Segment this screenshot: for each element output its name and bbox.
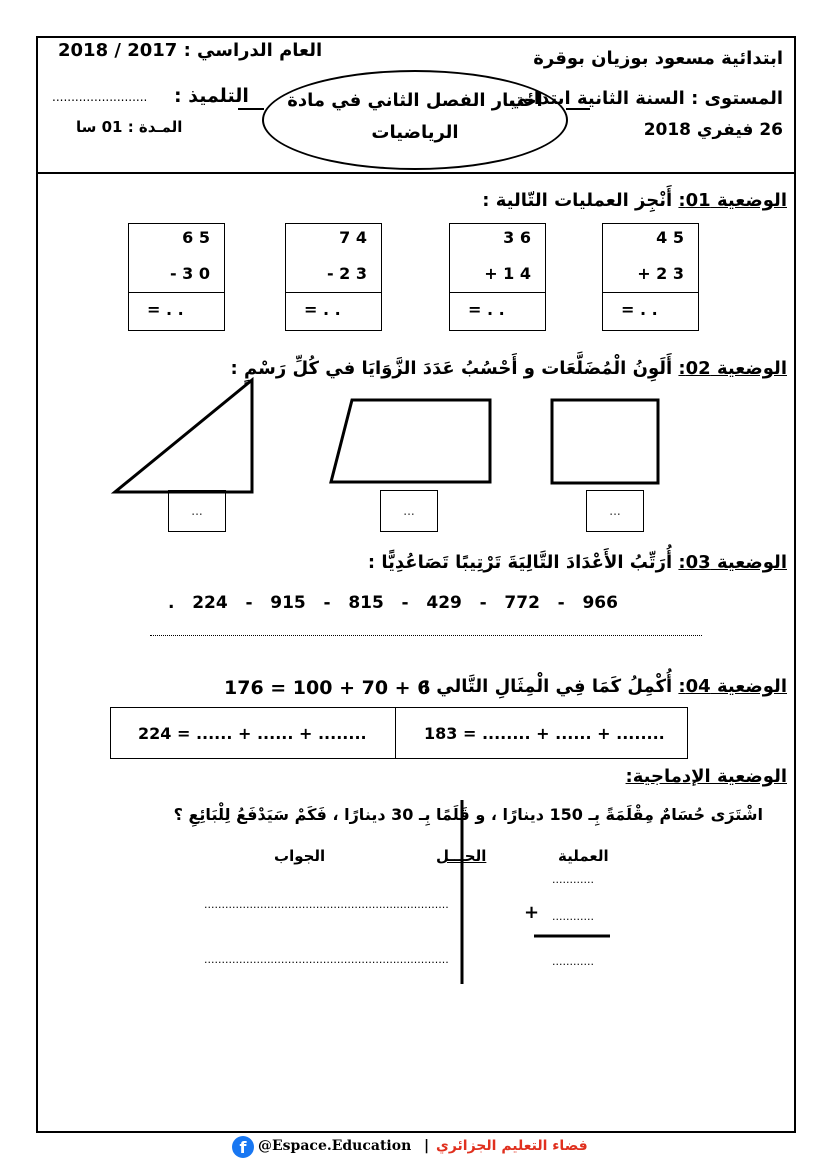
footer-handle: @Espace.Education [258, 1138, 412, 1154]
student-label: التلميذ : [174, 85, 249, 107]
operand-b: - 2 3 [326, 264, 367, 283]
answer-dots[interactable]: ...................................................................... [204, 898, 449, 911]
section4-label: الوضعية 04: [678, 676, 787, 697]
section5-label: الوضعية الإدماجية: [625, 766, 787, 787]
decomposition-right[interactable]: 183 = ........ + ...... + ........ [424, 724, 665, 743]
result-placeholder: = . . [621, 300, 658, 319]
operand-b: + 2 3 [637, 264, 684, 283]
operand-a: 6 5 [182, 228, 210, 247]
footer-separator: | [424, 1138, 430, 1154]
operand-a: 7 4 [339, 228, 367, 247]
triangle-shape [115, 380, 252, 492]
decomposition-left[interactable]: 224 = ...... + ...... + ........ [138, 724, 367, 743]
school-year: العام الدراسي : 2017 / 2018 [58, 40, 323, 61]
result-placeholder: = . . [147, 300, 184, 319]
angles-count-box[interactable]: ... [168, 490, 226, 532]
section5-heading [626, 766, 787, 787]
school-name: ابتدائية مسعود بوزيان بوقرة [533, 48, 783, 69]
plus-sign: + [524, 902, 540, 923]
operand-b: + 1 4 [484, 264, 531, 283]
angles-count-box[interactable]: ... [586, 490, 644, 532]
operand-a: 3 6 [503, 228, 531, 247]
operand-a: 4 5 [656, 228, 684, 247]
duration: المـدة : 01 سا [76, 118, 183, 136]
operand-b: - 3 0 [169, 264, 210, 283]
section4-text: أُكْمِلُ كَمَا فِي الْمِثَالِ التَّالي : [422, 676, 679, 697]
decomposition-divider [395, 707, 396, 759]
exam-date: 26 فيفري 2018 [643, 120, 783, 140]
section3-heading [368, 552, 787, 573]
operation-slot[interactable]: ............ [552, 910, 594, 923]
trapezoid-shape [331, 400, 490, 482]
footer-brand: فضاء التعليم الجزائري [436, 1138, 588, 1154]
result-placeholder: = . . [304, 300, 341, 319]
section4-heading [423, 676, 787, 697]
operation-slot[interactable]: ............ [552, 955, 594, 968]
section2-text: أَلَوِنُ الْمُضَلَّعَات و أَحْسُبُ عَدَدَ الزَّوَايَا في كُلِّ رَسْمٍ : [230, 358, 679, 379]
answer-line[interactable] [150, 635, 702, 636]
answer-label: الجواب [274, 847, 326, 865]
section1-label: الوضعية 01: [678, 190, 787, 211]
exam-title-line2: الرياضيات [371, 122, 459, 143]
solution-label: الحـــل [436, 847, 487, 865]
section3-text: أُرَتِّبُ الأَعْدَادَ التَّالِيَةَ تَرْتِيبًا تَصَاعُدِيًّا : [367, 552, 679, 573]
section2-label: الوضعية 02: [678, 358, 787, 379]
level-label: المستوى : السنة الثانية ابتدائي [508, 88, 783, 109]
result-placeholder: = . . [468, 300, 505, 319]
numbers-to-sort: . 224 - 915 - 815 - 429 - 772 - 966 [168, 593, 618, 613]
facebook-icon: f [232, 1136, 254, 1158]
angles-count-box[interactable]: ... [380, 490, 438, 532]
section1-text: أَنْجِز العمليات التّالية : [482, 190, 679, 211]
answer-dots[interactable]: ...................................................................... [204, 953, 449, 966]
student-name-dots: ......................... [52, 90, 148, 104]
operation-label: العملية [558, 847, 609, 865]
operation-slot[interactable]: ............ [552, 873, 594, 886]
exam-title-line1: اختبار الفصل الثاني في مادة [287, 90, 543, 111]
problem-statement: اشْتَرَى حُسَامٌ مِقْلَمَةً بِـ 150 دينارًا ، و قَلَمًا بِـ 30 دينارًا ، فَكَمْ سَيَدْفَعُ لِلْبَائِعِ ؟ [173, 805, 763, 824]
decomposition-example: 176 = 100 + 70 + 6 [224, 677, 431, 699]
section3-label: الوضعية 03: [678, 552, 787, 573]
square-shape [552, 400, 658, 483]
